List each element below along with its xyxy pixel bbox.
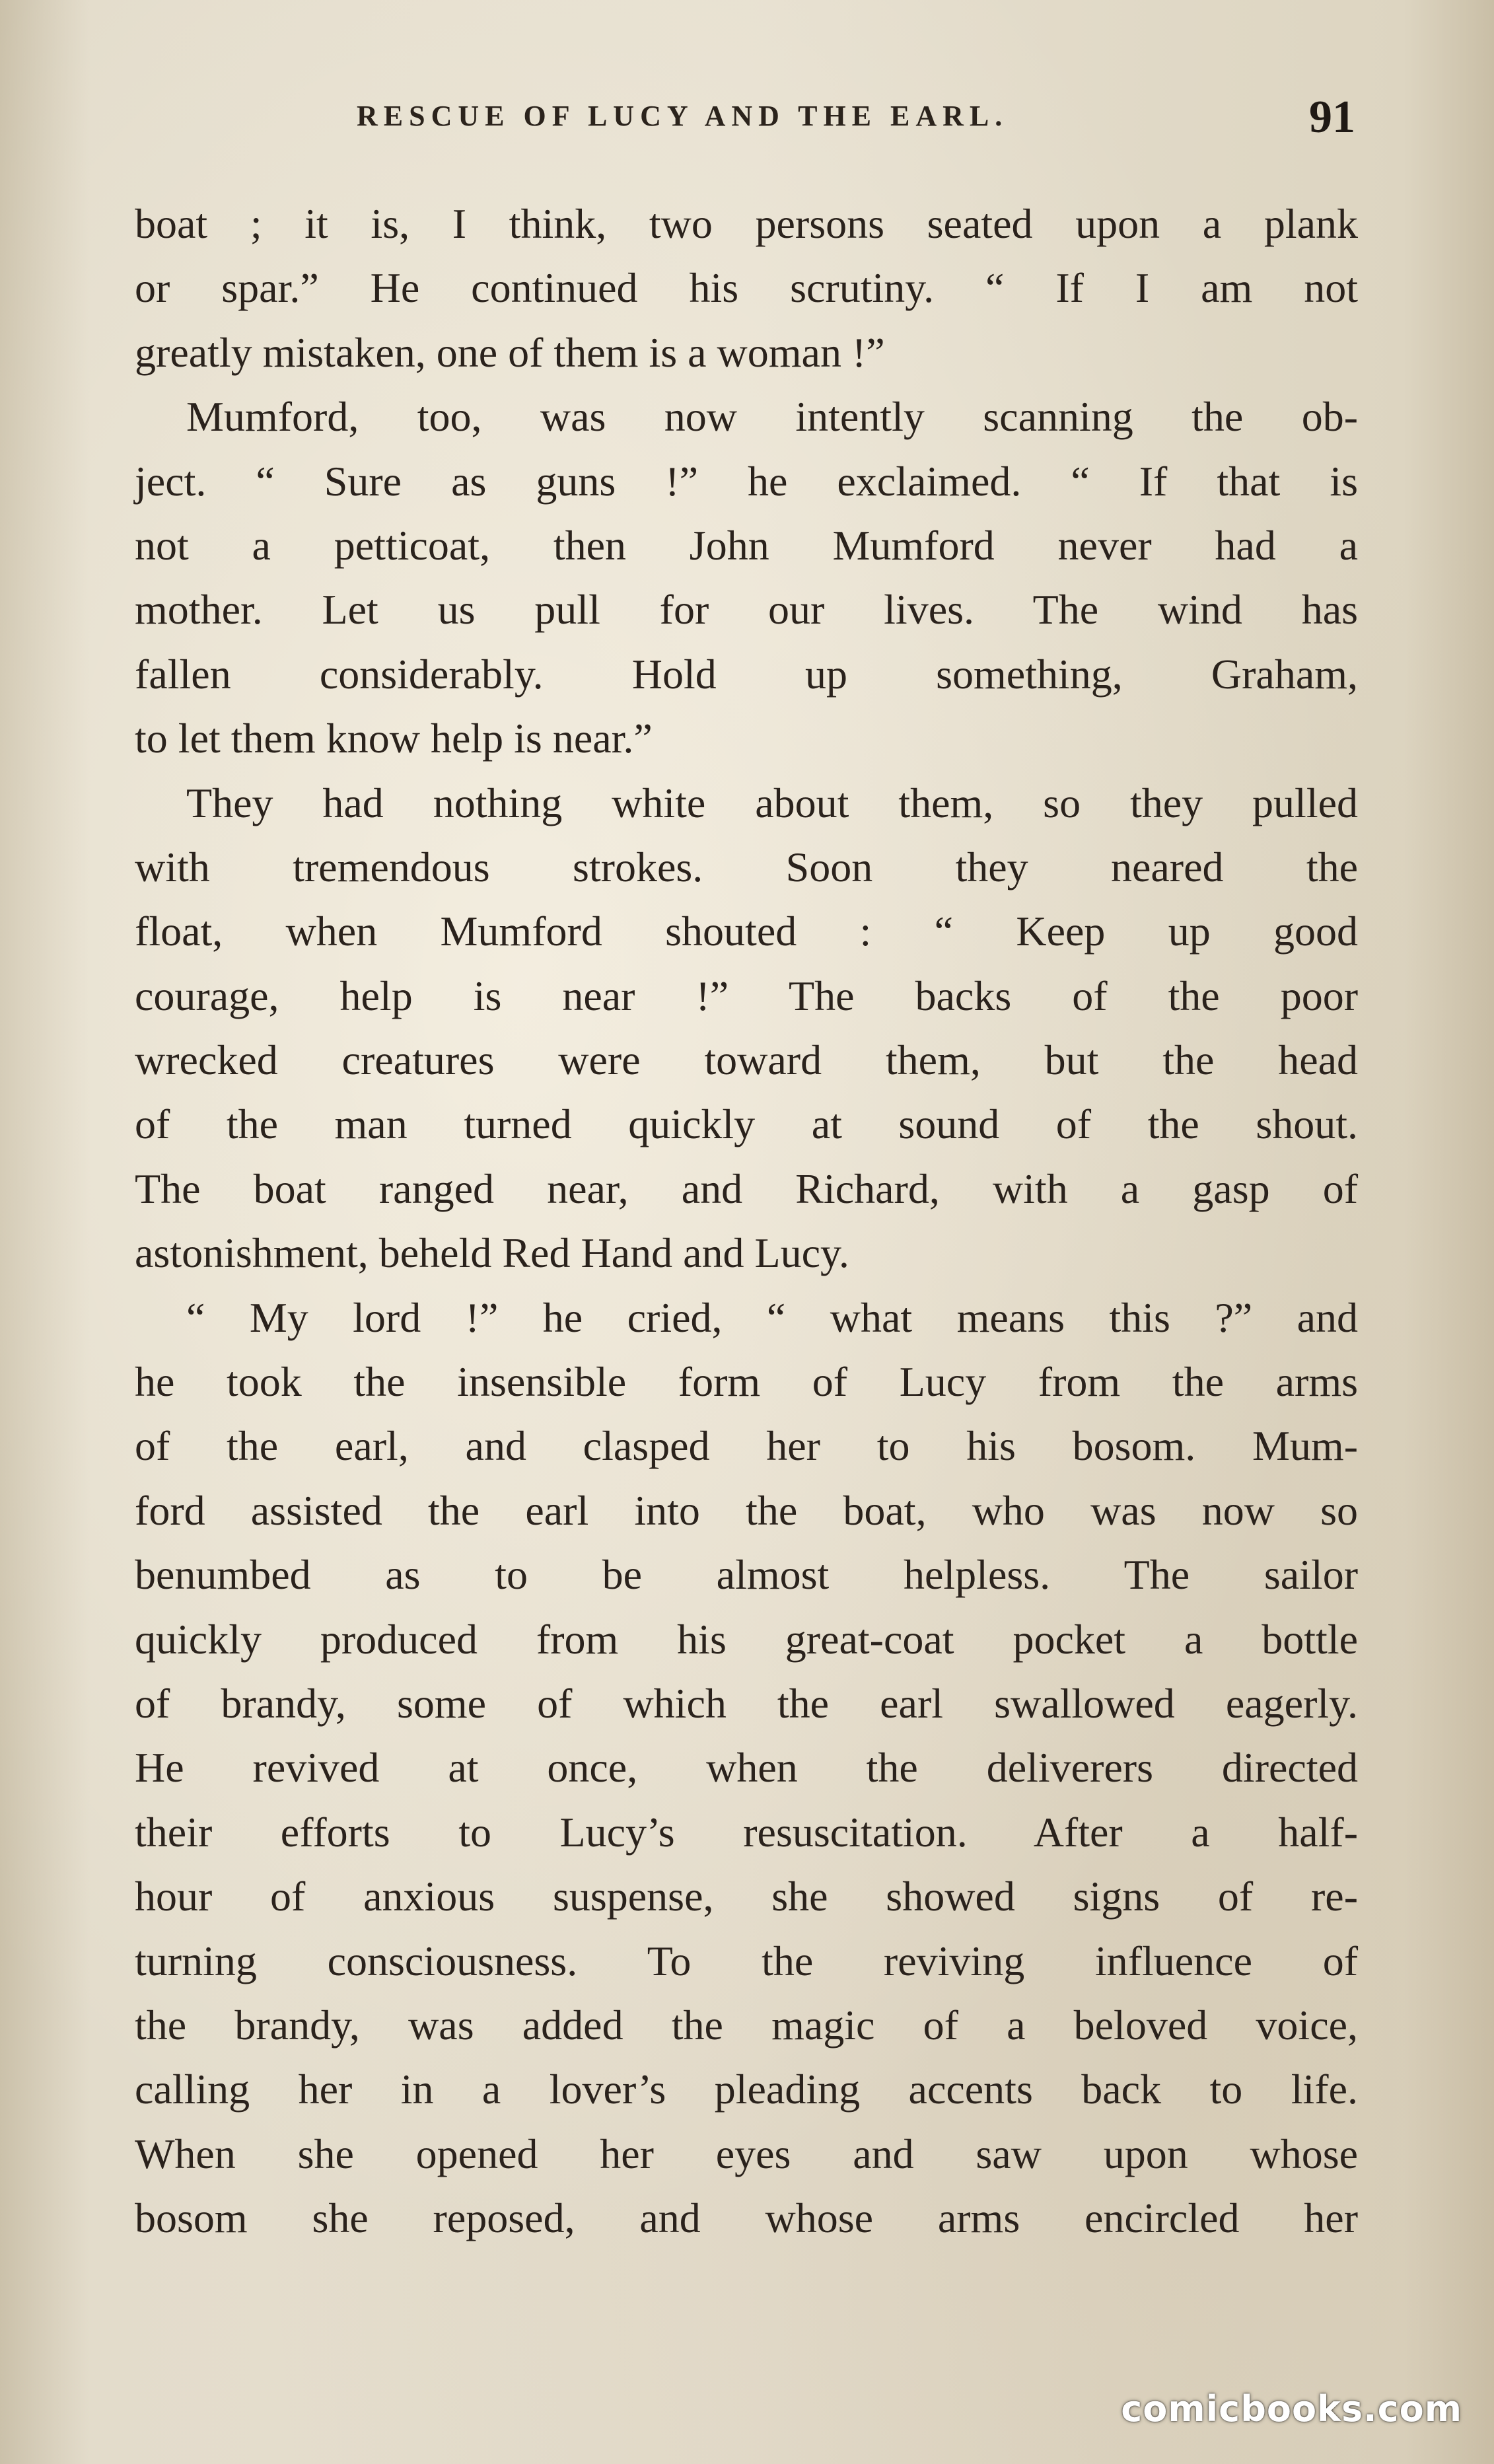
body-text xyxy=(135,192,1358,2251)
text-line: he took the insensible form of Lucy from the arms xyxy=(135,1358,1358,1406)
text-line: their efforts to Lucy’s resuscitation. After a half- xyxy=(135,1808,1358,1856)
text-line: of the man turned quickly at sound of the shout. xyxy=(135,1101,1358,1148)
text-line: float, when Mumford shouted : “ Keep up good xyxy=(135,908,1358,955)
page-number: 91 xyxy=(1309,92,1355,143)
text-line: quickly produced from his great-coat pocket a bottle xyxy=(135,1615,1358,1663)
text-line: astonishment, beheld Red Hand and Lucy. xyxy=(135,1229,849,1277)
text-line: ject. “ Sure as guns !” he exclaimed. “ If that is xyxy=(135,457,1358,505)
text-line: fallen considerably. Hold up something, Graham, xyxy=(135,650,1358,698)
text-line: courage, help is near !” The backs of the poor xyxy=(135,972,1358,1019)
text-line: “ My lord !” he cried, “ what means this ?” and xyxy=(186,1293,1358,1341)
text-line: or spar.” He continued his scrutiny. “ If I am not xyxy=(135,264,1358,312)
text-line: of the earl, and clasped her to his bosom. Mum- xyxy=(135,1422,1358,1470)
text-line: hour of anxious suspense, she showed signs of re- xyxy=(135,1873,1358,1920)
text-line: ford assisted the earl into the boat, who was now so xyxy=(135,1486,1358,1534)
text-line: wrecked creatures were toward them, but the head xyxy=(135,1036,1358,1084)
text-line: to let them know help is near.” xyxy=(135,715,653,762)
text-line: greatly mistaken, one of them is a woman !” xyxy=(135,328,885,376)
text-line: the brandy, was added the magic of a beloved voice, xyxy=(135,2001,1358,2048)
running-head: RESCUE OF LUCY AND THE EARL. xyxy=(357,100,1009,132)
text-line: turning consciousness. To the reviving influence of xyxy=(135,1937,1358,1984)
text-line: He revived at once, when the deliverers directed xyxy=(135,1744,1358,1792)
page-header xyxy=(132,94,1361,147)
text-line: boat ; it is, I think, two persons seated upon a plank xyxy=(135,200,1358,247)
text-line: The boat ranged near, and Richard, with a gasp of xyxy=(135,1165,1358,1212)
text-line: They had nothing white about them, so they pulled xyxy=(186,779,1358,826)
text-line: benumbed as to be almost helpless. The sailor xyxy=(135,1551,1358,1599)
text-line: of brandy, some of which the earl swallowed eagerly. xyxy=(135,1679,1358,1727)
text-line: calling her in a lover’s pleading accents back to life. xyxy=(135,2066,1358,2113)
text-line: When she opened her eyes and saw upon whose xyxy=(135,2130,1358,2177)
watermark: comicbooks.com xyxy=(1121,2388,1462,2430)
text-line: Mumford, too, was now intently scanning the ob- xyxy=(186,393,1358,441)
text-line: bosom she reposed, and whose arms encircled her xyxy=(135,2194,1358,2242)
text-line: not a petticoat, then John Mumford never had a xyxy=(135,521,1358,569)
text-line: mother. Let us pull for our lives. The wind has xyxy=(135,586,1358,634)
text-line: with tremendous strokes. Soon they neared the xyxy=(135,843,1358,890)
